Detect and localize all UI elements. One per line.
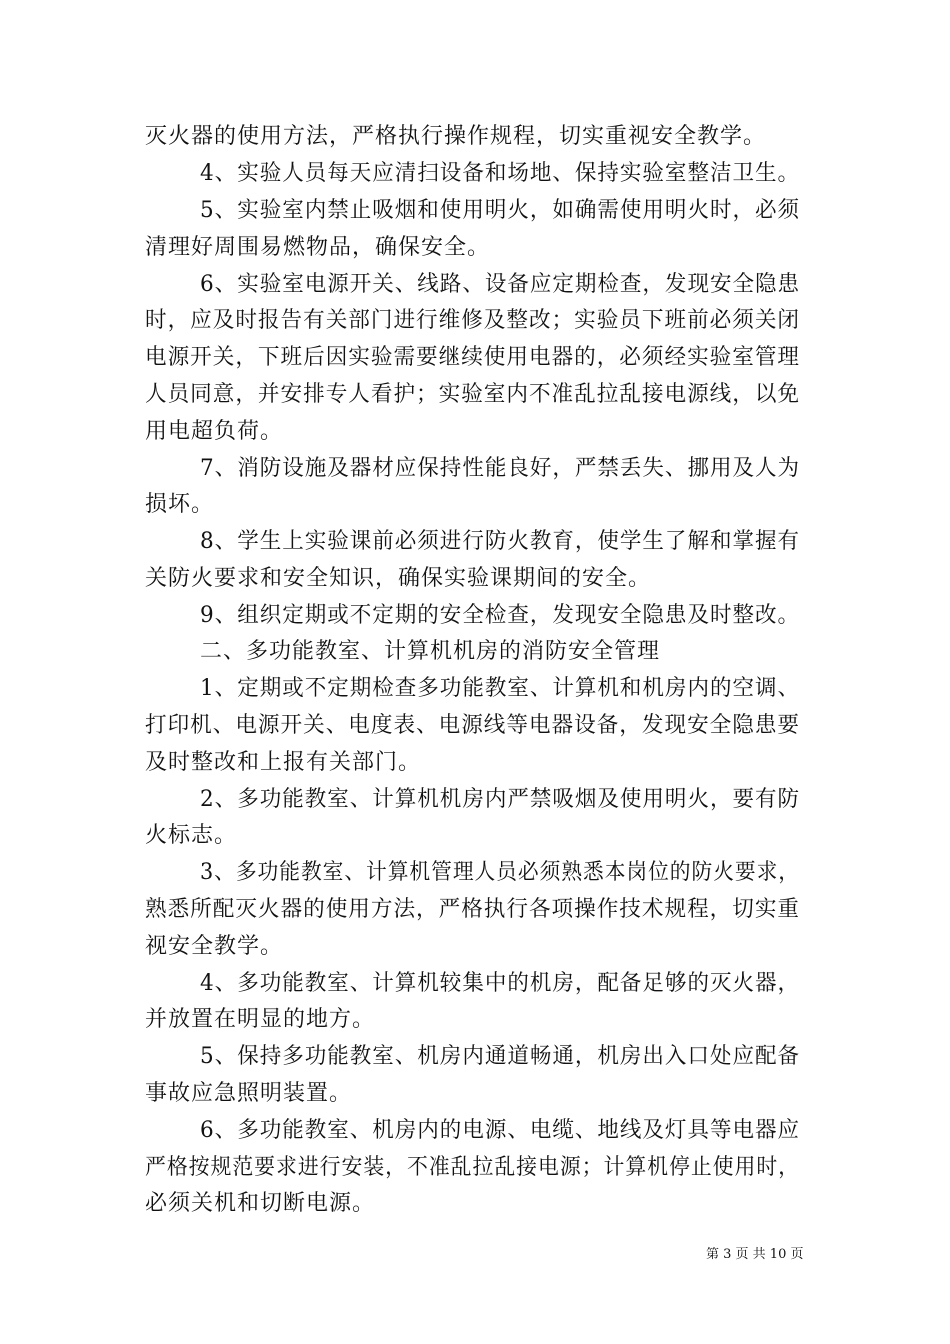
- body-text-line: 必须关机和切断电源。: [145, 1191, 376, 1216]
- body-text-line: 7、消防设施及器材应保持性能良好，严禁丢失、挪用及人为: [200, 456, 801, 481]
- page-number-footer: 第 3 页 共 10 页: [706, 1247, 804, 1262]
- body-text-line: 打印机、电源开关、电度表、电源线等电器设备，发现安全隐患要: [145, 713, 801, 738]
- body-text-line: 时，应及时报告有关部门进行维修及整改；实验员下班前必须关闭: [145, 308, 801, 333]
- section-heading: 二、多功能教室、计算机机房的消防安全管理: [200, 639, 661, 664]
- body-text-line: 电源开关，下班后因实验需要继续使用电器的，必须经实验室管理: [145, 345, 801, 370]
- body-text-line: 4、多功能教室、计算机较集中的机房，配备足够的灭火器，: [200, 971, 801, 996]
- body-text-line: 4、实验人员每天应清扫设备和场地、保持实验室整洁卫生。: [200, 161, 801, 186]
- body-text-line: 灭火器的使用方法，严格执行操作规程，切实重视安全教学。: [145, 124, 767, 149]
- body-text-line: 6、多功能教室、机房内的电源、电缆、地线及灯具等电器应: [200, 1118, 801, 1143]
- body-text-line: 5、实验室内禁止吸烟和使用明火，如确需使用明火时，必须: [200, 198, 801, 223]
- body-text-line: 及时整改和上报有关部门。: [145, 750, 422, 775]
- body-text-line: 视安全教学。: [145, 934, 284, 959]
- body-text-line: 火标志。: [145, 823, 238, 848]
- body-text-line: 关防火要求和安全知识，确保实验课期间的安全。: [145, 566, 652, 591]
- body-text-line: 1、定期或不定期检查多功能教室、计算机和机房内的空调、: [200, 676, 801, 701]
- body-text-line: 并放置在明显的地方。: [145, 1007, 376, 1032]
- body-text-line: 人员同意，并安排专人看护；实验室内不准乱拉乱接电源线，以免: [145, 382, 801, 407]
- body-text-line: 熟悉所配灭火器的使用方法，严格执行各项操作技术规程，切实重: [145, 897, 801, 922]
- body-text-line: 清理好周围易燃物品，确保安全。: [145, 235, 491, 260]
- body-text-line: 用电超负荷。: [145, 419, 284, 444]
- body-text-line: 5、保持多功能教室、机房内通道畅通，机房出入口处应配备: [200, 1044, 801, 1069]
- body-text-line: 2、多功能教室、计算机机房内严禁吸烟及使用明火，要有防: [200, 787, 801, 812]
- body-text-line: 事故应急照明装置。: [145, 1081, 353, 1106]
- body-text-line: 6、实验室电源开关、线路、设备应定期检查，发现安全隐患: [200, 272, 801, 297]
- body-text-line: 8、学生上实验课前必须进行防火教育，使学生了解和掌握有: [200, 529, 801, 554]
- body-text-line: 损坏。: [145, 492, 215, 517]
- body-text-line: 3、多功能教室、计算机管理人员必须熟悉本岗位的防火要求，: [200, 860, 801, 885]
- body-text-line: 严格按规范要求进行安装，不准乱拉乱接电源；计算机停止使用时，: [145, 1155, 801, 1180]
- body-text-line: 9、组织定期或不定期的安全检查，发现安全隐患及时整改。: [200, 603, 801, 628]
